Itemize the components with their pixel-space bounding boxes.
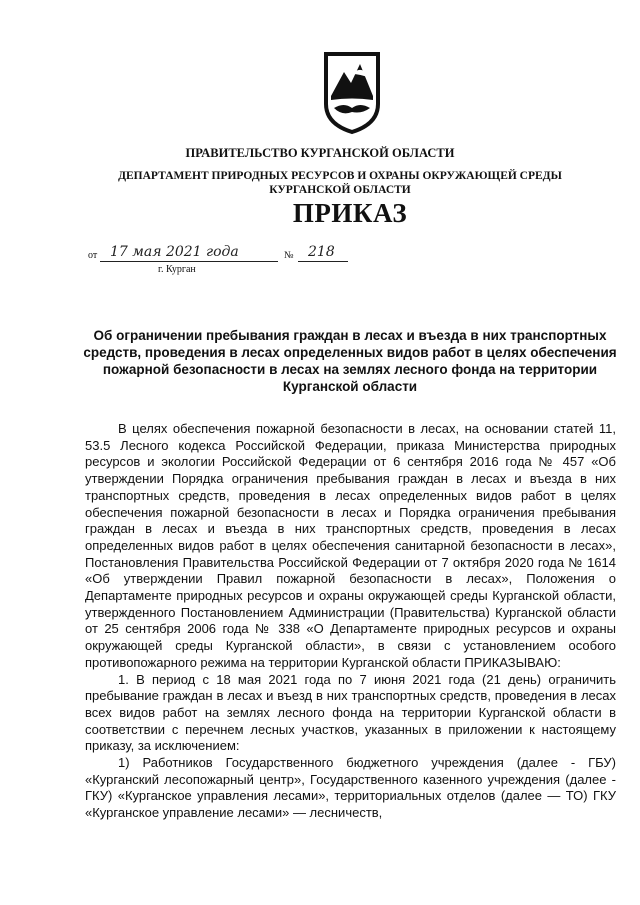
paragraph-item-1: 1. В период с 18 мая 2021 года по 7 июня 2021 года (21 день) ограничить пребывание граждан в лесах и въезд в них транспортных средств, проведения в лесах всех видов работ на землях лесного фонда на территории Курганской области в соответствии с перечнем лесных участков, указанных в приложении к настоящему приказу, за исключением: (85, 671, 616, 754)
date-underline (100, 261, 278, 262)
number-handwritten: 218 (308, 244, 335, 260)
paragraph-preamble: В целях обеспечения пожарной безопасности в лесах, на основании статей 11, 53.5 Лесного кодекса Российской Федерации, приказа Министерства природных ресурсов и экологии Российской Федерации от 6 сентября 2016 года № 457 «Об утверждении Порядка ограничения пребывания граждан в лесах и въезда в них транспортных средств, проведения в лесах определенных видов работ в целях обеспечения пожарной безопасности в лесах и Порядка ограничения пребывания граждан в лесах и въезда в них транспортных средств, проведения в лесах определенных видов работ в целях обеспечения санитарной безопасности в лесах», Постановления Правительства Российской Федерации от 7 октября 2020 года № 1614 «Об утверждении Правил пожарной безопасности в лесах», Положения о Департаменте природных ресурсов и охраны окружающей среды Курганской области, утвержденного Постановлением Администрации (Правительства) Курганской области от 25 сентября 2006 года № 338 «О Департаменте природных ресурсов и охраны окружающей среды Курганской области», в связи с установлением особого противопожарного режима на территории Курганской области ПРИКАЗЫВАЮ: (85, 421, 616, 670)
date-number-line (88, 243, 358, 263)
department-name: ДЕПАРТАМЕНТ ПРИРОДНЫХ РЕСУРСОВ И ОХРАНЫ ОКРУЖАЮЩЕЙ СРЕДЫ КУРГАНСКОЙ ОБЛАСТИ (118, 170, 562, 196)
order-title: Об ограничении пребывания граждан в лесах и въезда в них транспортных средств, проведения в лесах определенных видов работ в целях обеспечения пожарной безопасности в лесах на землях лесного фонда на территории Курганской области (83, 328, 617, 394)
order-body (85, 421, 616, 822)
date-handwritten: 17 мая 2021 года (110, 244, 239, 260)
number-underline (298, 261, 348, 262)
city: г. Курган (158, 264, 196, 275)
government-name: ПРАВИТЕЛЬСТВО КУРГАНСКОЙ ОБЛАСТИ (185, 146, 455, 160)
document-type: ПРИКАЗ (292, 198, 408, 228)
coat-of-arms-icon (322, 50, 382, 135)
date-label: от (88, 250, 98, 261)
number-label: № (284, 250, 294, 261)
paragraph-subitem-1: 1) Работников Государственного бюджетного учреждения (далее - ГБУ) «Курганский лесопожарный центр», Государственного казенного учреждения (далее - ГКУ) «Курганское управления лесами», территориальных отделов (далее — ТО) ГКУ «Курганское управление лесами» — лесничеств, (85, 755, 616, 821)
